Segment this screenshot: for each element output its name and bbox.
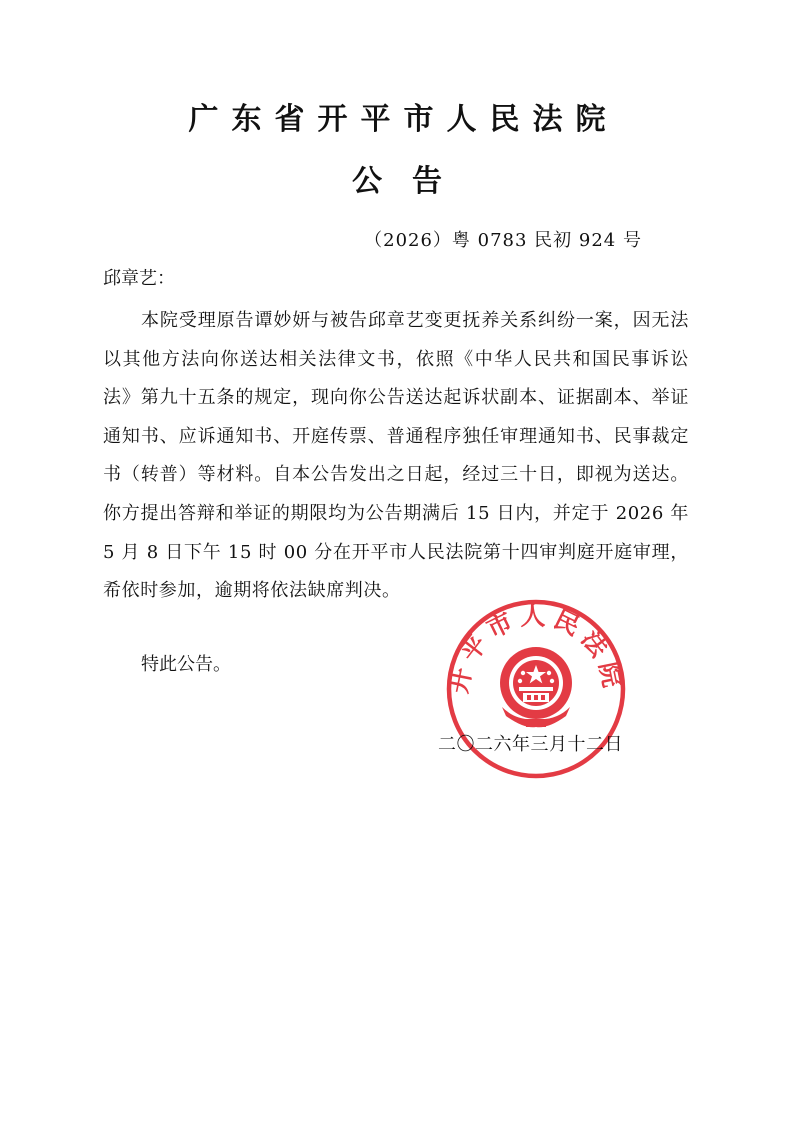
document-title: 公告 [352,164,472,199]
court-name: 广东省开平市人民法院 [188,102,619,137]
issue-date: 二〇二六年三月十二日 [438,734,623,755]
national-emblem [500,647,572,727]
addressee: 邱章艺： [103,268,175,289]
seal-arc-text: 开平市人民法院 [444,601,628,696]
court-seal-icon [444,597,628,781]
closing-statement: 特此公告。 [141,654,231,675]
announcement-body: 本院受理原告谭妙妍与被告邱章艺变更抚养关系纠纷一案，因无法以其他方法向你送达相关法律文书，依照《中华人民共和国民事诉讼法》第九十五条的规定，现向你公告送达起诉状副本、证据副本、举证通知书、应诉通知书、开庭传票、普通程序独任审理通知书、民事裁定书（转普）等材料。自本公告发出之日起，经过三十日，即视为送达。你方提出答辩和举证的期限均为公告期满后 15 日内，并定于 2026 年 5 月 8 日下午 15 时 00 分在开平市人民法院第十四审判庭开庭审理，希依时参加，逾期将依法缺席判决。 [103,310,689,602]
case-number: （2026）粤 0783 民初 924 号 [364,230,642,251]
